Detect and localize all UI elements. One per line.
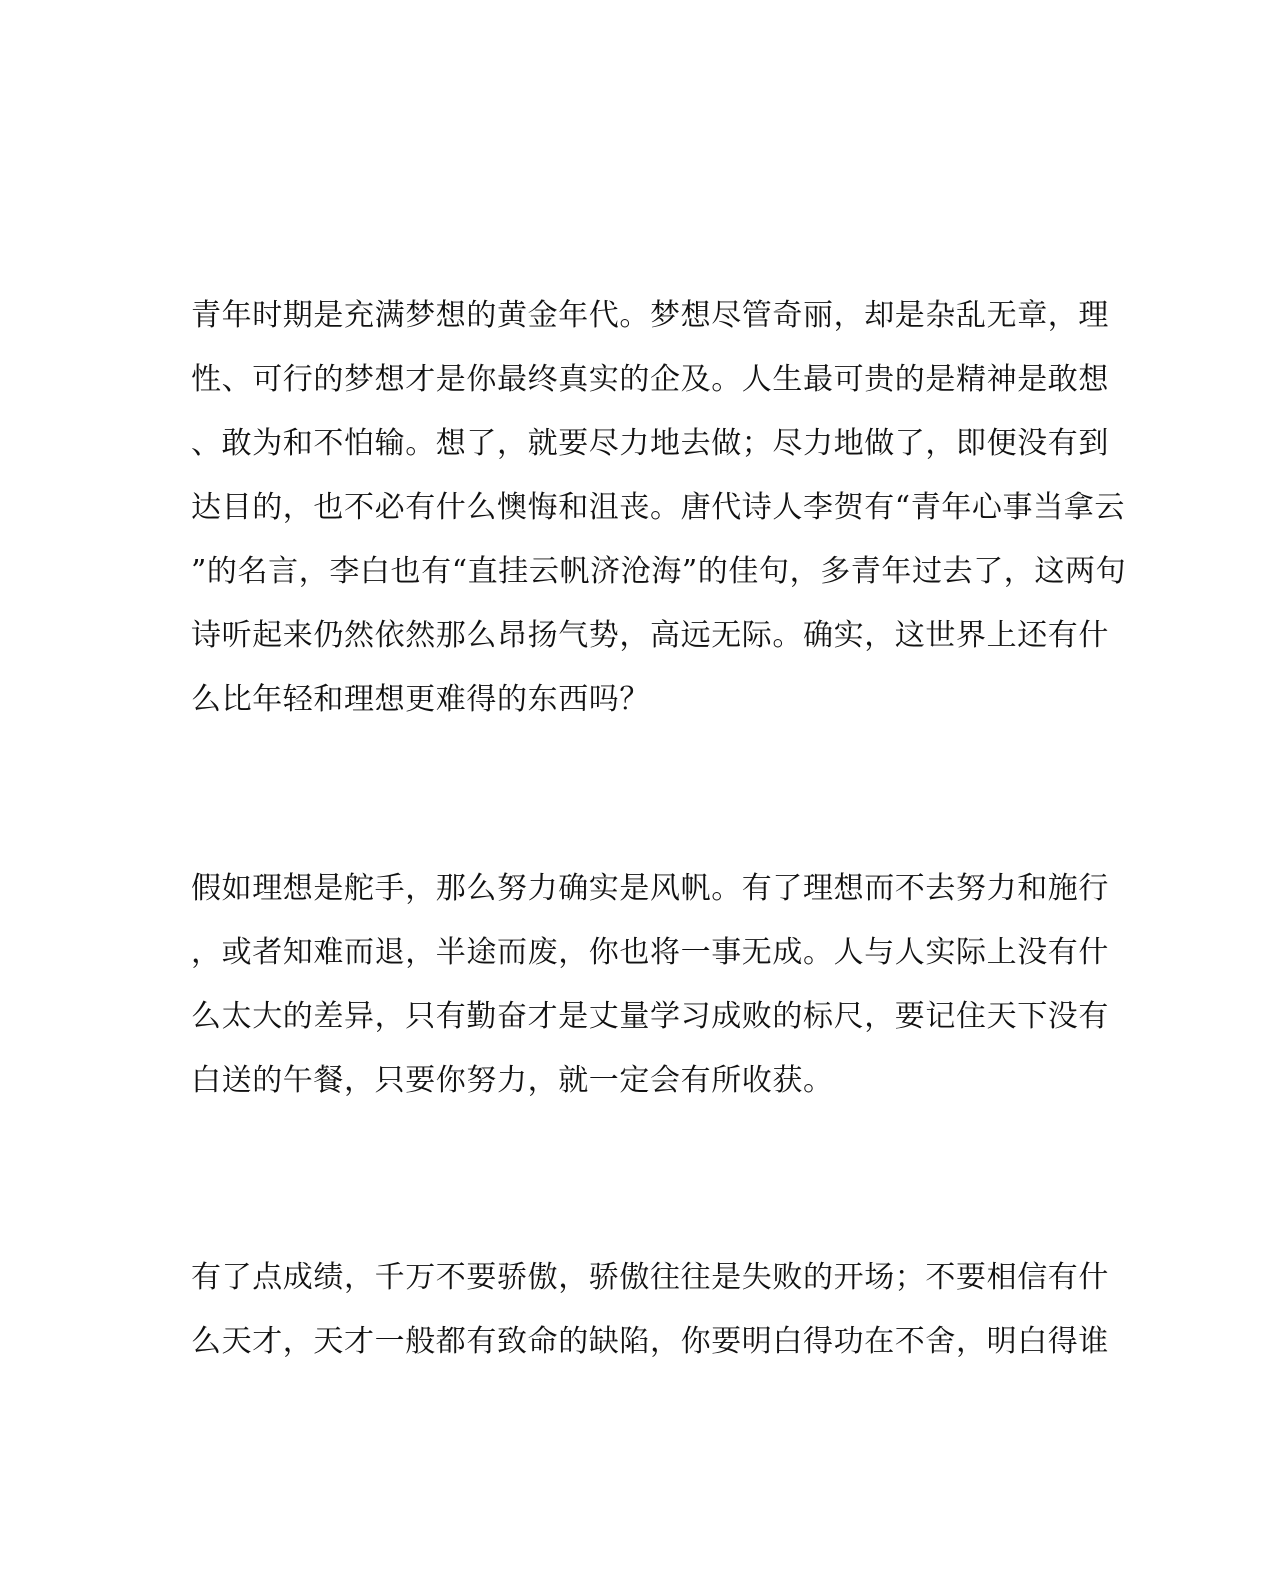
paragraph-line: 假如理想是舵手，那么努力确实是风帆。有了理想而不去努力和施行 — [191, 871, 1109, 906]
paragraph-line: 有了点成绩，千万不要骄傲，骄傲往往是失败的开场；不要相信有什 — [191, 1260, 1109, 1295]
paragraph-line: ，或者知难而退，半途而废，你也将一事无成。人与人实际上没有什 — [191, 935, 1109, 970]
paragraph-line: 性、可行的梦想才是你最终真实的企及。人生最可贵的是精神是敢想 — [191, 362, 1109, 397]
paragraph-1 — [191, 284, 1127, 732]
paragraph-line: 么太大的差异，只有勤奋才是丈量学习成败的标尺，要记住天下没有 — [191, 999, 1109, 1034]
paragraph-line: 达目的，也不必有什么懊悔和沮丧。唐代诗人李贺有“青年心事当拿云 — [191, 490, 1125, 525]
paragraph-line: 白送的午餐，只要你努力，就一定会有所收获。 — [191, 1063, 834, 1098]
paragraph-2 — [191, 857, 1109, 1113]
paragraph-line: 、敢为和不怕输。想了，就要尽力地去做；尽力地做了，即便没有到 — [191, 426, 1109, 461]
paragraph-line: 么天才，天才一般都有致命的缺陷，你要明白得功在不舍，明白得谁 — [191, 1324, 1109, 1359]
paragraph-line: ”的名言，李白也有“直挂云帆济沧海”的佳句，多青年过去了，这两句 — [191, 554, 1127, 589]
paragraph-line: 诗听起来仍然依然那么昂扬气势，高远无际。确实，这世界上还有什 — [191, 618, 1109, 653]
paragraph-3 — [191, 1246, 1109, 1374]
paragraph-line: 么比年轻和理想更难得的东西吗？ — [191, 682, 650, 717]
paragraph-line: 青年时期是充满梦想的黄金年代。梦想尽管奇丽，却是杂乱无章，理 — [191, 298, 1109, 333]
